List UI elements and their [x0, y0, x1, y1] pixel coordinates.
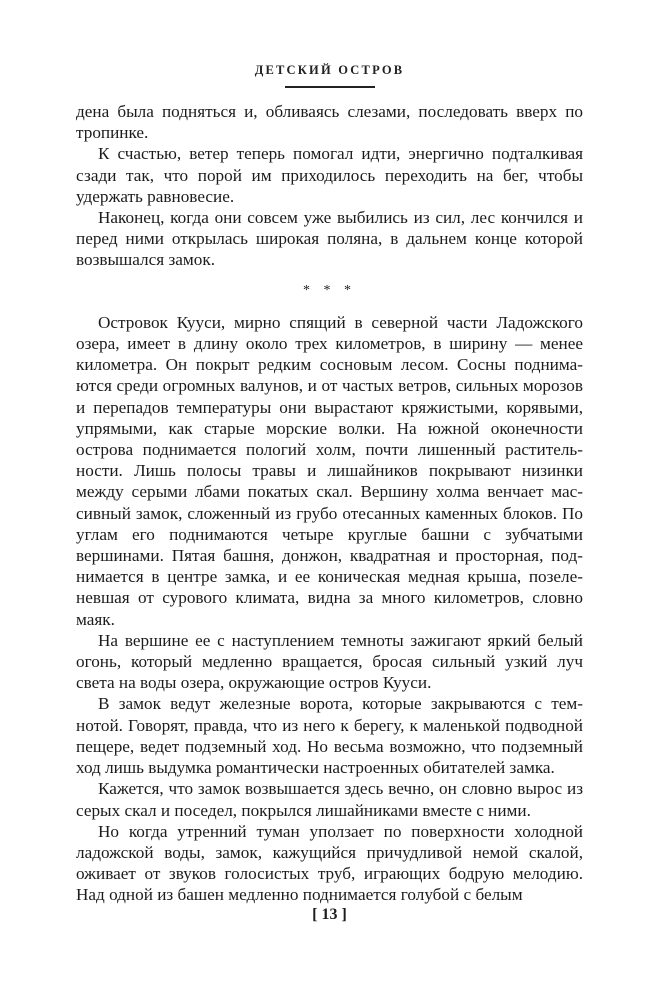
- page-number: [ 13 ]: [312, 906, 347, 923]
- paragraph: К счастью, ветер теперь помогал идти, энергично подталкивая сзади так, что порой им приходилось переходить на бег, чтобы удержать равновесие.: [76, 144, 583, 206]
- body-text: [76, 101, 583, 906]
- section-break: * * *: [303, 282, 356, 298]
- paragraph: дена была подняться и, обливаясь слезами, последовать вверх по тропинке.: [76, 102, 583, 143]
- paragraph: Наконец, когда они совсем уже выбились из сил, лес кончился и перед ними открылась широкая поляна, в дальнем конце которой возвышался замок.: [76, 208, 583, 270]
- paragraph: Островок Кууси, мирно спящий в северной части Ладожского озера, имеет в длину около трех километров, в ширину — менее километра. Он покрыт редким сосновым лесом. Сосны поднимаются среди огромных валунов, и от частых ветров, сильных морозов и перепадов температуры они вырастают кряжистыми, корявыми, упрямыми, как старые морские волки. На южной оконечности острова поднимается пологий холм, почти лишенный растительности. Лишь полосы травы и лишайников покрывают низинки между серыми лбами покатых скал. Вершину холма венчает массивный замок, сложенный из грубо отесанных каменных блоков. По углам его поднимаются четыре круглые башни с зубчатыми вершинами. Пятая башня, донжон, квадратная и просторная, поднимается в центре замка, и ее коническая медная крыша, позеленевшая от сурового климата, видна за много километров, словно маяк.: [76, 312, 583, 629]
- paragraph: Кажется, что замок возвышается здесь вечно, он словно вырос из серых скал и поседел, покрылся лишайниками вместе с ними.: [76, 779, 583, 820]
- paragraph: На вершине ее с наступлением темноты зажигают яркий белый огонь, который медленно вращается, бросая сильный узкий луч света на воды озера, окружающие остров Кууси.: [76, 630, 583, 693]
- paragraph: В замок ведут железные ворота, которые закрываются с темнотой. Говорят, правда, что из него к берегу, к маленькой подводной пещере, ведет подземный ход. Но весьма возможно, что подземный ход лишь выдумка романтически настроенных обитателей замка.: [76, 694, 583, 778]
- running-head-rule: [285, 86, 375, 88]
- running-head-title: ДЕТСКИЙ ОСТРОВ: [254, 63, 405, 77]
- paragraph: Но когда утренний туман уползает по поверхности холодной ладожской воды, замок, кажущийся причудливой немой скалой, оживает от звуков голосистых труб, играющих бодрую мелодию. Над одной из башен медленно поднимается голубой с белым: [76, 821, 583, 905]
